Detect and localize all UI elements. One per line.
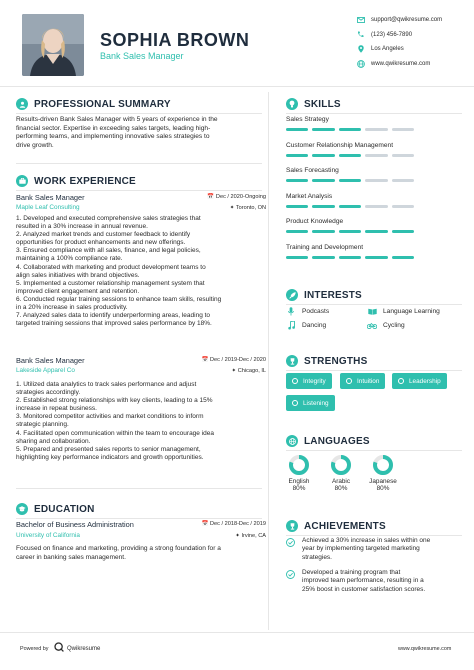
contact-website[interactable]	[356, 57, 442, 72]
contact-info	[356, 13, 442, 71]
calendar-icon: 📅	[201, 521, 209, 527]
skill-bar-segment	[312, 179, 334, 182]
skill-level-bar	[286, 256, 414, 259]
skill-bar-segment	[312, 230, 334, 233]
interest-label: Dancing	[302, 321, 327, 329]
list-item: align sales initiatives with brand objectives.	[16, 271, 140, 279]
summary-line: financial sector. Expertise in exceeding sales targets, leading high-	[16, 124, 211, 132]
circle-icon	[398, 378, 404, 384]
skill-bar-segment	[339, 256, 361, 259]
job2-location-text: Chicago, IL	[237, 368, 266, 374]
education-degree: Bachelor of Business Administration	[16, 520, 134, 529]
skill-label: Sales Forecasting	[286, 167, 339, 174]
achievement-item	[286, 569, 466, 594]
email-icon	[356, 16, 365, 25]
skill-bar-segment	[286, 179, 308, 182]
list-item: opportunities for product enhancements and new offerings.	[16, 239, 186, 247]
qwikresume-logo-icon	[54, 642, 64, 652]
list-item: strategic planning.	[16, 421, 69, 429]
contact-location	[356, 42, 442, 57]
pin-icon: ✦	[231, 368, 237, 374]
microphone-icon	[286, 306, 296, 316]
skill-label: Training and Development	[286, 243, 364, 251]
job2-dates-text: Dec / 2019-Dec / 2020	[210, 357, 266, 363]
circle-icon	[292, 378, 298, 384]
interests-rule	[286, 304, 462, 305]
strength-tag	[392, 373, 447, 389]
achievement-text	[302, 537, 430, 562]
experience-divider	[16, 488, 262, 489]
skill-label: Sales Strategy	[286, 116, 329, 123]
contact-phone	[356, 28, 442, 43]
strength-label: Listening	[303, 399, 329, 407]
language-name: English	[288, 478, 310, 485]
job1-location	[170, 205, 266, 211]
list-item: 7. Analyzed sales data to identify underperforming areas, leading to	[16, 312, 211, 320]
list-item: 1. Developed and executed comprehensive sales strategies that	[16, 215, 201, 222]
book-icon	[367, 306, 377, 316]
list-item: in a 20% increase in sales productivity.	[16, 304, 128, 312]
language-ring	[372, 454, 394, 476]
languages-rule	[286, 450, 462, 451]
achievements-heading-text: ACHIEVEMENTS	[304, 520, 386, 532]
contact-email[interactable]	[356, 13, 442, 28]
list-item: 5. Implemented a customer relationship management system that	[16, 279, 205, 287]
list-item: strategies accordingly.	[16, 389, 81, 397]
skill-bar-segment	[339, 205, 361, 208]
strength-tag	[286, 373, 332, 389]
candidate-name: SOPHIA BROWN	[100, 30, 250, 50]
skill-bar-segment	[392, 179, 414, 182]
contact-location-text: Los Angeles	[371, 46, 404, 53]
pin-icon: ✦	[235, 533, 240, 539]
skill-bar-segment	[286, 256, 308, 259]
skill-label: Customer Relationship Management	[286, 141, 394, 149]
skill-label: Product Knowledge	[286, 218, 344, 225]
language-name: Japanese	[369, 478, 397, 485]
job1-bullets	[16, 215, 268, 328]
calendar-icon: 📅	[207, 194, 215, 200]
footer-url[interactable]: www.qwikresume.com	[398, 646, 452, 652]
circle-icon	[292, 400, 298, 406]
skill-bar-segment	[339, 128, 361, 131]
skill-bar-segment	[286, 230, 308, 233]
interests-heading-text: INTERESTS	[304, 289, 362, 301]
languages-heading	[286, 435, 370, 447]
job1-company: Maple Leaf Consulting	[16, 204, 80, 211]
header-divider	[0, 86, 474, 87]
contact-email-text: support@qwikresume.com	[371, 17, 443, 24]
globe-icon	[356, 59, 365, 68]
education-location	[170, 533, 266, 539]
list-item: 3. Ensured compliance with all sales, finance, and legal policies,	[16, 247, 201, 255]
summary-line: performing teams, and implementing innovative sales strategies to	[16, 133, 210, 140]
achievement-line: year by implementing targeted marketing	[302, 545, 420, 553]
skill-bar-segment	[286, 154, 308, 157]
strengths-heading	[286, 355, 367, 367]
skill-bar-segment	[312, 154, 334, 157]
trophy-icon	[286, 520, 298, 532]
bicycle-icon	[367, 320, 377, 330]
list-item: 4. Collaborated with marketing and product development teams to	[16, 263, 206, 271]
list-item: increase in repeat business.	[16, 405, 97, 413]
check-badge-icon	[286, 538, 296, 562]
skill-bar-segment	[365, 256, 387, 259]
strength-label: Leadership	[409, 377, 441, 385]
job2-company: Lakeside Apparel Co	[16, 367, 75, 374]
list-item: improved client engagement and retention.	[16, 287, 140, 295]
achievement-line: improved team performance, resulting in a	[302, 577, 424, 585]
job1-dates-text: Dec / 2020-Ongoing	[215, 194, 266, 200]
list-item: resulted in a 30% increase in annual revenue.	[16, 223, 148, 231]
interest-label: Cycling	[383, 321, 405, 329]
strength-label: Intuition	[357, 377, 380, 385]
list-item: 4. Facilitated open communication within the team to encourage idea	[16, 429, 215, 437]
education-line: Focused on finance and marketing, providing a strong foundation for a	[16, 545, 221, 552]
candidate-title: Bank Sales Manager	[100, 51, 184, 61]
skill-label: Market Analysis	[286, 192, 333, 200]
strength-tag	[340, 373, 385, 389]
skill-bar-segment	[339, 179, 361, 182]
job2-location	[170, 368, 266, 374]
skill-bar-segment	[365, 230, 387, 233]
skill-bar-segment	[392, 205, 414, 208]
summary-rule	[16, 113, 262, 114]
graduation-cap-icon	[16, 503, 28, 515]
achievement-line: Achieved a 30% increase in sales within one	[302, 537, 431, 544]
interest-label: Language Learning	[383, 307, 440, 315]
job1-location-text: Toronto, ON	[235, 205, 266, 211]
list-item: 1. Utilized data analytics to track sales performance and adjust	[16, 381, 197, 388]
language-item	[363, 454, 403, 492]
education-dates	[166, 521, 266, 527]
job1-dates	[170, 194, 266, 200]
education-line: career in banking sales management.	[16, 553, 126, 561]
strength-tag	[286, 395, 335, 411]
briefcase-icon	[16, 175, 28, 187]
skill-level-bar	[286, 205, 414, 208]
list-item: 6. Conducted regular training sessions to enhance team skills, resulting	[16, 295, 222, 303]
language-item	[321, 454, 361, 492]
phone-icon	[356, 30, 365, 39]
skill-level-bar	[286, 179, 414, 182]
language-ring	[288, 454, 310, 476]
experience-heading	[16, 175, 136, 187]
achievements-rule	[286, 535, 462, 536]
language-name: Arabic	[331, 478, 351, 485]
skills-rule	[286, 113, 462, 114]
circle-icon	[346, 378, 352, 384]
skill-level-bar	[286, 154, 414, 157]
language-ring	[330, 454, 352, 476]
list-item: 5. Prepared and presented sales reports to senior management,	[16, 445, 201, 453]
column-divider	[268, 92, 269, 630]
job1-role: Bank Sales Manager	[16, 193, 85, 202]
interests-heading	[286, 289, 362, 301]
skill-bar-segment	[365, 128, 387, 131]
experience-rule	[16, 190, 262, 191]
skill-bar-segment	[312, 256, 334, 259]
achievement-line: strategies.	[302, 553, 332, 561]
skills-heading-text: SKILLS	[304, 98, 341, 110]
list-item: 2. Established strong relationships with key clients, leading to a 15%	[16, 397, 213, 405]
skills-heading	[286, 98, 341, 110]
interest-label: Podcasts	[302, 307, 330, 315]
education-heading	[16, 503, 95, 515]
education-heading-text: EDUCATION	[34, 503, 95, 515]
list-item: highlighting key performance indicators and growth opportunities.	[16, 453, 204, 461]
experience-heading-text: WORK EXPERIENCE	[34, 175, 136, 187]
skill-bar-segment	[339, 154, 361, 157]
skill-bar-segment	[365, 205, 387, 208]
footer-divider	[0, 632, 474, 633]
powered-by-label: Powered by	[20, 646, 49, 652]
list-item: targeted training sessions that improved sales performance by 18%.	[16, 320, 212, 328]
calendar-icon: 📅	[201, 357, 209, 363]
achievement-line: Developed a training program that	[302, 569, 401, 576]
skill-bar-segment	[286, 128, 308, 131]
education-location-text: Irvine, CA	[241, 533, 266, 539]
interest-dancing	[286, 320, 326, 330]
language-level: 80%	[292, 485, 306, 492]
skill-bar-segment	[365, 179, 387, 182]
pin-icon: ✦	[229, 205, 235, 211]
summary-line: drive growth.	[16, 141, 54, 149]
skill-bar-segment	[392, 128, 414, 131]
education-text	[16, 545, 266, 562]
rocket-icon	[286, 289, 298, 301]
job2-role: Bank Sales Manager	[16, 356, 85, 365]
language-level: 80%	[334, 485, 348, 492]
globe-icon	[286, 435, 298, 447]
summary-text	[16, 116, 264, 150]
achievement-item	[286, 537, 466, 562]
skill-bar-segment	[392, 230, 414, 233]
interest-language-learning	[367, 306, 440, 316]
list-item: 3. Monitored competitor activities and market conditions to inform	[16, 413, 204, 421]
list-item: sharing and collaboration.	[16, 437, 91, 445]
interest-cycling	[367, 320, 405, 330]
contact-website-text: www.qwikresume.com	[371, 60, 431, 67]
education-dates-text: Dec / 2018-Dec / 2019	[210, 521, 266, 527]
summary-line: Results-driven Bank Sales Manager with 5 years of experience in the	[16, 116, 218, 123]
achievement-line: 25% boost in customer satisfaction scores.	[302, 585, 426, 593]
skill-bar-segment	[392, 256, 414, 259]
summary-heading	[16, 98, 171, 110]
contact-phone-text: (123) 456-7890	[371, 31, 413, 38]
person-icon	[16, 98, 28, 110]
qwikresume-brand[interactable]: Qwikresume	[67, 646, 101, 652]
skill-bar-segment	[392, 154, 414, 157]
education-rule	[16, 518, 262, 519]
trophy-icon	[286, 355, 298, 367]
languages-heading-text: LANGUAGES	[304, 435, 370, 447]
list-item: 2. Analyzed market trends and customer feedback to identify	[16, 231, 191, 239]
interest-podcasts	[286, 306, 329, 316]
skill-level-bar	[286, 230, 414, 233]
skill-bar-segment	[365, 154, 387, 157]
skill-level-bar	[286, 128, 414, 131]
music-note-icon	[286, 320, 296, 330]
job2-dates	[166, 357, 266, 363]
language-item	[279, 454, 319, 492]
location-pin-icon	[356, 45, 365, 54]
list-item: maintaining a 100% compliance rate.	[16, 255, 123, 263]
profile-photo	[22, 14, 84, 76]
summary-divider	[16, 163, 262, 164]
strength-label: Integrity	[303, 377, 326, 385]
lightbulb-icon	[286, 98, 298, 110]
skill-bar-segment	[312, 205, 334, 208]
summary-heading-text: PROFESSIONAL SUMMARY	[34, 98, 171, 110]
achievements-heading	[286, 520, 386, 532]
skill-bar-segment	[286, 205, 308, 208]
strengths-heading-text: STRENGTHS	[304, 355, 368, 367]
achievement-text	[302, 569, 425, 594]
footer	[0, 638, 474, 652]
job2-bullets	[16, 381, 268, 462]
skill-bar-segment	[339, 230, 361, 233]
check-badge-icon	[286, 570, 296, 594]
language-level: 80%	[376, 485, 390, 492]
skill-bar-segment	[312, 128, 334, 131]
education-school: University of California	[16, 532, 80, 539]
strengths-rule	[286, 370, 462, 371]
